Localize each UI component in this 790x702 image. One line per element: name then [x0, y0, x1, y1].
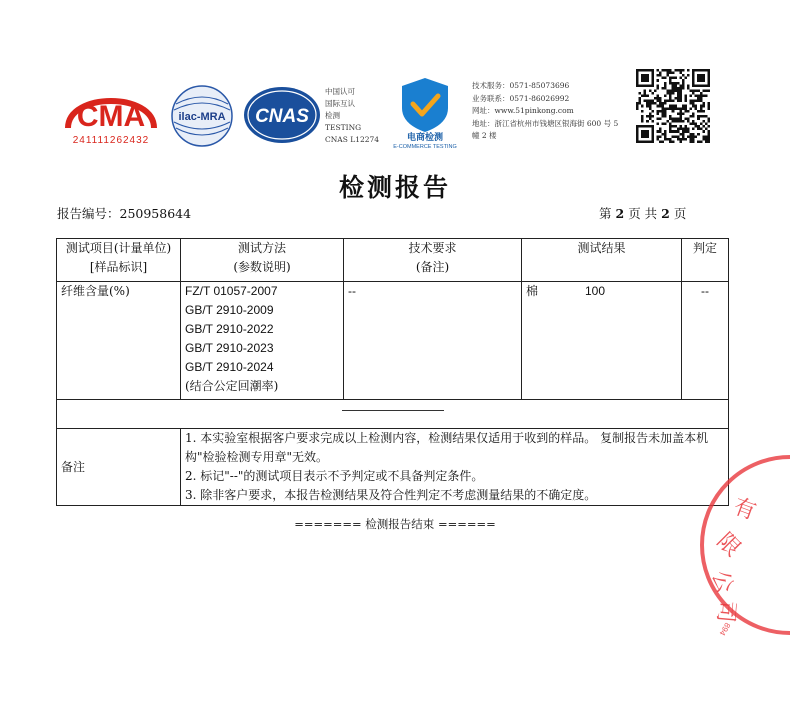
svg-text:公: 公	[706, 567, 738, 597]
separator-line	[342, 410, 444, 411]
contact-tech: 技术服务：0571-85073696	[472, 81, 570, 90]
report-end: ======= 检测报告结束 ======	[294, 517, 496, 531]
table-row	[57, 282, 729, 400]
result-fiber: 棉	[526, 284, 539, 298]
contact-address: 地址：浙江省杭州市钱塘区银海街 600 号 5	[472, 118, 619, 128]
svg-text:有: 有	[729, 494, 760, 526]
notes-content	[181, 429, 729, 506]
header-method: 测试方法 (参数说明)	[181, 239, 344, 282]
cma-code: 241111262432	[72, 135, 150, 146]
svg-text:CNAS: CNAS	[255, 106, 309, 127]
header-item: 测试项目(计量单位) [样品标识]	[57, 239, 181, 282]
note-3: 3. 除非客户要求，本报告检测结果及符合性判定不考虑测量结果的不确定度。	[185, 488, 597, 502]
svg-text:司: 司	[712, 599, 739, 624]
ecommerce-testing-logo	[380, 74, 470, 150]
notes-row	[57, 429, 729, 506]
header-result: 测试结果	[522, 239, 682, 282]
svg-text:E-COMMERCE TESTING: E-COMMERCE TESTING	[393, 144, 457, 150]
test-methods: FZ/T 01057-2007 GB/T 2910-2009 GB/T 2910-2022 GB/T 2910-2023 GB/T 2910-2024 (结合公定回潮率)	[181, 282, 344, 400]
svg-text:电商检测: 电商检测	[406, 133, 444, 143]
contact-info	[472, 80, 632, 143]
header-judgement: 判定	[682, 239, 729, 282]
result-value: 100	[584, 284, 605, 298]
contact-website: 网址：www.51pinkong.com	[472, 106, 574, 115]
contact-address-cont: 幢 2 楼	[472, 131, 497, 140]
svg-text:CMA: CMA	[76, 100, 146, 133]
header-requirement: 技术要求 (备注)	[344, 239, 522, 282]
note-2: 2. 标记"--"的测试项目表示不予判定或不具备判定条件。	[185, 469, 484, 483]
technical-requirement: --	[344, 282, 522, 400]
note-1: 1. 本实验室根据客户要求完成以上检测内容，检测结果仅适用于收到的样品。 复制报告未加盖本机构"检验检测专用章"无效。	[185, 431, 709, 464]
cnas-accreditation-text: 中国认可 国际互认 检测 TESTING CNAS L12274	[325, 87, 380, 144]
separator-row	[57, 400, 729, 429]
results-table	[56, 238, 729, 506]
test-result	[522, 282, 682, 400]
svg-text:ilac-MRA: ilac-MRA	[178, 111, 226, 123]
svg-text:限: 限	[711, 528, 746, 562]
table-header-row	[57, 239, 729, 282]
notes-label: 备注	[57, 429, 181, 506]
cma-logo	[62, 82, 160, 148]
qr-code-icon[interactable]	[636, 69, 710, 143]
judgement: --	[682, 282, 729, 400]
report-number: 报告编号：250958644	[57, 206, 192, 221]
contact-business: 业务联系：0571-86026992	[472, 93, 570, 103]
svg-text:894: 894	[717, 621, 733, 638]
ilac-mra-logo	[170, 84, 234, 148]
company-seal-stamp	[690, 450, 790, 640]
cnas-logo	[242, 84, 322, 146]
test-item: 纤维含量(%)	[57, 282, 181, 400]
page-indicator: 第 2 页 共 2 页	[599, 206, 687, 221]
page-title: 检测报告	[338, 173, 451, 202]
